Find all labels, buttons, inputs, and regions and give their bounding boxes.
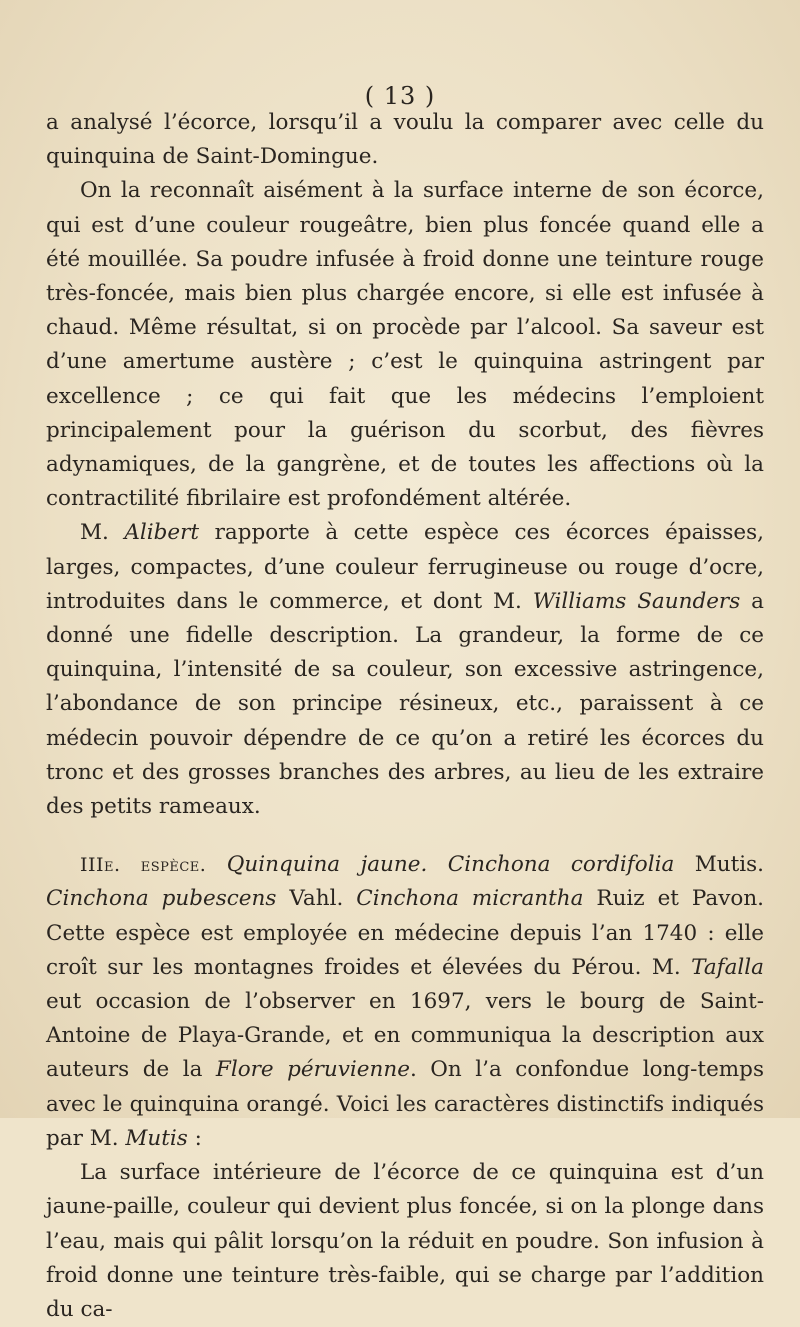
text-span: . On l’a confondue long-temps avec le quinquina orangé. Voici les caractères distinctifs indiqués par M. <box>46 1057 764 1151</box>
synonym-name: Cinchona micrantha <box>356 886 584 912</box>
paragraph-surface: La surface intérieure de l’écorce de ce quinquina est d’un jaune-paille, couleur qui devient plus foncée, si on la plonge dans l’eau, mais qui pâlit lorsqu’on la réduit en poudre. Son infusion à froid donne une teinture très-faible, qui se charge par l’addition du ca- <box>46 1160 764 1322</box>
text-span: : <box>187 1125 202 1151</box>
paragraph-continuation: a analysé l’écorce, lorsqu’il a voulu la comparer avec celle du quinquina de Saint-Domingue. <box>46 110 764 170</box>
author-name: Mutis <box>125 1125 188 1151</box>
author-name: Tafalla <box>691 954 764 980</box>
author-name: Alibert <box>124 520 200 546</box>
author-name: Williams Saunders <box>532 588 741 614</box>
paragraph-description: On la reconnaît aisément à la surface interne de son écorce, qui est d’une couleur rougeâtre, bien plus foncée quand elle a été mouillée. Sa poudre infusée à froid donne une teinture rouge très-foncée, mais bien plus chargée encore, si elle est infusée à chaud. Même résultat, si on procède par l’alcool. Sa saveur est d’une amertume austère ; c’est le quinquina astringent par excellence ; ce qui fait que les médecins l’emploient principalement pour la guérison du scorbut, des fièvres adynamiques, de la gangrène, et de toutes les affections où la contractilité fibrilaire est profondément altérée. <box>46 178 764 512</box>
species-name: Quinquina jaune. <box>226 852 428 878</box>
text-span: eut occasion de l’observer en 1697, vers le bourg de Saint-Antoine de Playa-Grande, et en communiqua la description aux auteurs de la <box>46 989 764 1083</box>
text-span: Ruiz et Pavon. Cette espèce est employée en médecine depuis l’an 1740 : elle croît sur les montagnes froides et élevées du Pérou. M. <box>46 886 764 980</box>
species-heading: IIIe. espèce. <box>80 854 207 877</box>
synonym-name: Cinchona cordifolia <box>447 852 675 878</box>
body-text <box>46 106 764 1327</box>
synonym-name: Cinchona pubescens <box>46 886 277 912</box>
text-span: a donné une fidelle description. La grandeur, la forme de ce quinquina, l’intensité de sa couleur, son excessive astringence, l’abondance de son principe résineux, etc., paraissent à ce médecin pouvoir dépendre de ce qu’on a retiré les écorces du tronc et des grosses branches des arbres, au lieu de les extraire des petits rameaux. <box>46 588 764 820</box>
text-span: Mutis. <box>674 852 764 878</box>
page-number: ( 13 ) <box>364 82 436 110</box>
text-span: M. <box>80 520 125 546</box>
paragraph-alibert <box>46 516 764 824</box>
text-span: Vahl. <box>276 886 357 912</box>
paragraph-species-heading <box>46 848 764 1156</box>
text-span: rapporte à cette espèce ces écorces épaisses, larges, compactes, d’une couleur ferrugineuse ou rouge d’ocre, introduites dans le commerce, et dont M. <box>46 520 764 614</box>
book-title: Flore péruvienne <box>215 1057 410 1083</box>
